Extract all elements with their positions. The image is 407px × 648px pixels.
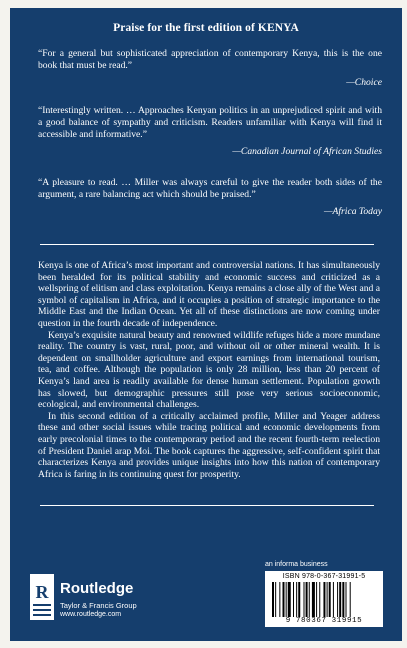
publisher-group: Taylor & Francis Group xyxy=(60,601,137,610)
praise-quote-choice xyxy=(38,48,382,89)
back-cover xyxy=(10,8,402,641)
quote-source: —Choice xyxy=(346,77,382,88)
praise-heading: Praise for the first edition of KENYA xyxy=(113,22,299,34)
barcode-bars xyxy=(271,582,377,617)
quote-source: —Africa Today xyxy=(323,206,382,217)
publisher-url: www.routledge.com xyxy=(60,611,122,618)
description-paragraph: In this second edition of a critically acclaimed profile, Miller and Yeager address these and other social issues while tracing political and economic developments from early precolonial times to the contemporary period and the recent fourth-term reelection of President Daniel arap Moi. The book captures the aggressive, self-confident spirit that characterizes Kenya and provides unique insights into how this nation of contemporary Africa is faring in its continuing quest for prosperity. xyxy=(38,410,380,480)
description-paragraph: Kenya is one of Africa’s most important and controversial nations. It has simultaneously been heralded for its political stability and economic success and criticized as a wellspring of elitism and class exploitation. Kenya remains a close ally of the West and a symbol of capitalism in Africa, and it occupies a position of strategic importance to the Middle East and the Indian Ocean. Yet all of these distinctions are now coming under question in the fourth decade of independence. xyxy=(38,260,380,329)
barcode-number: 9 780367 319915 xyxy=(285,617,363,625)
divider-bottom xyxy=(40,505,374,506)
barcode xyxy=(265,571,383,627)
publisher-name: Routledge xyxy=(60,580,134,597)
informa-tagline: an informa business xyxy=(265,561,328,568)
isbn-label: ISBN 978-0-367-31991-5 xyxy=(282,573,366,580)
quote-text: “A pleasure to read. … Miller was always careful to give the reader both sides of the argument, a rare balancing act which should be praised.” xyxy=(38,177,382,200)
logo-letter: R xyxy=(35,582,49,602)
routledge-logo-icon xyxy=(30,574,54,620)
book-description xyxy=(38,260,380,480)
quote-text: “Interestingly written. … Approaches Kenyan politics in an unprejudiced spirit and with a good balance of sympathy and criticism. Readers unfamiliar with Kenya will find it accessible and informative.” xyxy=(38,105,382,140)
divider-top xyxy=(40,244,374,245)
quote-source: —Canadian Journal of African Studies xyxy=(232,146,382,157)
praise-quote-canadian-journal xyxy=(38,105,382,158)
description-paragraph: Kenya’s exquisite natural beauty and renowned wildlife refuges hide a more mundane reality. The country is vast, rural, poor, and without oil or other mineral wealth. It is dependent on smallholder agriculture and export earnings from international tourism, tea, and coffee. Although the population is only 28 million, less than 20 percent of Kenya’s land area is readily available for dense human settlement. Population growth has slowed, but demographic pressures still pose very serious socioeconomic, ecological, and environmental challenges. xyxy=(38,329,380,411)
publisher-block xyxy=(30,574,190,624)
quote-text: “For a general but sophisticated appreciation of contemporary Kenya, this is the one book that must be read.” xyxy=(38,48,382,71)
praise-quote-africa-today xyxy=(38,177,382,218)
